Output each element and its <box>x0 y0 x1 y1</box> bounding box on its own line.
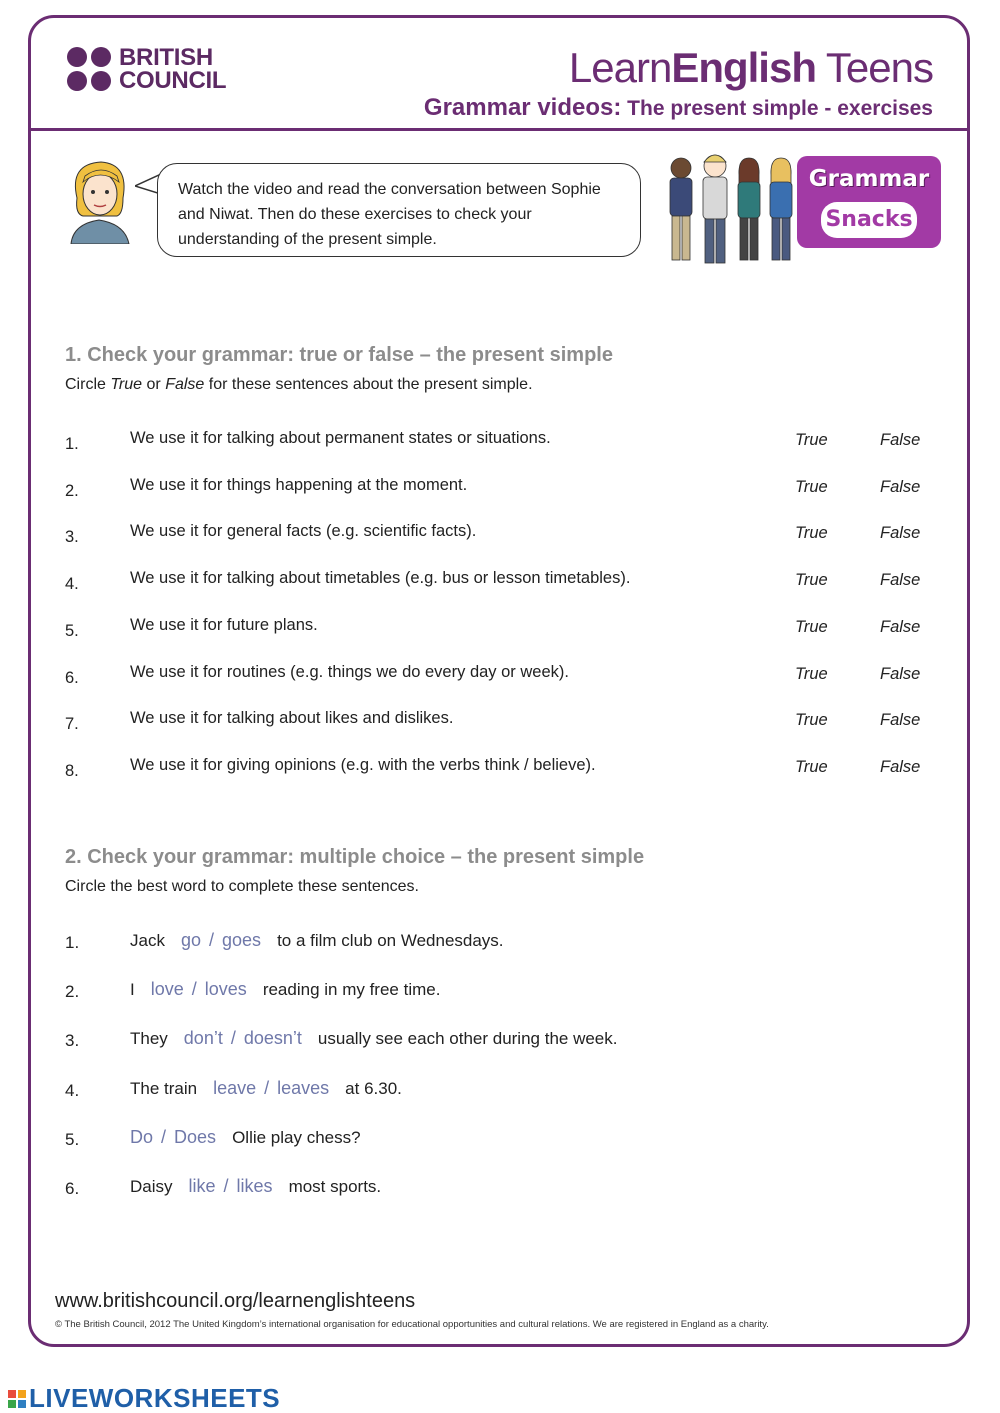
section2-instructions: Circle the best word to complete these sentences. <box>65 878 419 895</box>
question-text: We use it for talking about permanent states or situations. <box>130 429 551 447</box>
question-number: 2. <box>65 982 80 1002</box>
true-false-row <box>65 476 935 504</box>
true-option[interactable]: True <box>795 757 828 776</box>
multiple-choice-row <box>65 979 935 1009</box>
option-a[interactable]: Do <box>130 1126 154 1147</box>
instr-part-a: Circle <box>65 376 111 393</box>
option-b[interactable]: likes <box>236 1176 273 1196</box>
option-b[interactable]: loves <box>204 979 247 1000</box>
liveworksheets-text: LIVEWORKSHEETS <box>29 1383 281 1413</box>
option-a[interactable]: don’t <box>183 1028 223 1049</box>
option-separator: / <box>161 1126 167 1147</box>
question-number: 3. <box>65 528 79 547</box>
sentence-end: at 6.30. <box>345 1078 402 1098</box>
liveworksheets-logo <box>8 1383 280 1413</box>
true-option[interactable]: True <box>795 711 828 730</box>
intro-speech-bubble: Watch the video and read the conversation between Sophie and Niwat. Then do these exercises to check your understanding of the present simple. <box>157 163 641 257</box>
option-separator: / <box>191 979 197 1000</box>
org-name-line2: COUNCIL <box>119 67 227 94</box>
section2-title: 2. Check your grammar: multiple choice – the present simple <box>65 846 645 868</box>
question-text: We use it for routines (e.g. things we do every day or week). <box>130 662 569 681</box>
footer-url: www.britishcouncil.org/learnenglishteens <box>55 1290 416 1312</box>
question-number: 1. <box>65 435 79 453</box>
question-text: We use it for giving opinions (e.g. with the verbs think / believe). <box>130 755 596 774</box>
grammar-snacks-badge <box>797 156 941 248</box>
false-option[interactable]: False <box>880 617 921 636</box>
multiple-choice-row <box>65 1176 935 1206</box>
true-option[interactable]: True <box>795 477 828 496</box>
true-false-row <box>65 429 935 457</box>
multiple-choice-row <box>65 1028 935 1058</box>
option-separator: / <box>264 1077 270 1098</box>
question-text: We use it for general facts (e.g. scientific facts). <box>130 522 477 541</box>
true-option[interactable]: True <box>795 431 828 449</box>
true-option[interactable]: True <box>795 571 828 590</box>
sentence-end: reading in my free time. <box>262 980 441 1000</box>
true-false-row <box>65 663 935 691</box>
false-option[interactable]: False <box>880 431 921 449</box>
option-separator: / <box>223 1176 229 1196</box>
instr-part-b: for these sentences about the present simple. <box>204 376 533 393</box>
multiple-choice-row <box>65 1078 935 1108</box>
question-number: 4. <box>65 575 79 594</box>
true-false-row <box>65 756 935 784</box>
question-number: 7. <box>65 715 79 734</box>
section1-instructions <box>65 376 533 394</box>
option-a[interactable]: go <box>180 930 201 950</box>
sentence-end: Ollie play chess? <box>232 1127 361 1147</box>
option-b[interactable]: leaves <box>277 1077 330 1098</box>
sophie-avatar-icon <box>63 158 135 244</box>
teenagers-group-icon <box>659 150 799 268</box>
british-council-dots-icon <box>67 47 111 91</box>
british-council-logo <box>67 46 226 92</box>
option-a[interactable]: like <box>188 1176 216 1196</box>
option-separator: / <box>230 1028 236 1049</box>
true-false-row <box>65 616 935 644</box>
false-option[interactable]: False <box>880 571 921 590</box>
option-b[interactable]: doesn’t <box>243 1028 302 1049</box>
question-text: We use it for talking about timetables (e.g. bus or lesson timetables). <box>130 569 631 588</box>
page-title-rest: The present simple - exercises <box>621 97 933 120</box>
false-option[interactable]: False <box>880 711 921 730</box>
badge-top-text: Grammar <box>808 166 930 192</box>
question-text: We use it for talking about likes and dislikes. <box>130 709 454 728</box>
instr-true: True <box>110 376 143 393</box>
false-option[interactable]: False <box>880 524 921 543</box>
sentence-end: most sports. <box>288 1177 382 1196</box>
liveworksheets-grid-icon <box>8 1390 26 1408</box>
false-option[interactable]: False <box>880 477 921 496</box>
question-text: We use it for future plans. <box>130 615 318 634</box>
brand-light: Learn <box>568 44 672 91</box>
true-option[interactable]: True <box>795 524 828 543</box>
org-name-line1: BRITISH <box>119 44 213 71</box>
sentence-end: to a film club on Wednesdays. <box>277 931 504 950</box>
question-number: 6. <box>65 1179 80 1198</box>
sentence-start: I <box>130 980 135 1000</box>
true-false-row <box>65 569 935 597</box>
instr-or: or <box>142 376 166 393</box>
sentence-start: The train <box>130 1078 198 1098</box>
brand-bold: English <box>671 44 816 91</box>
true-option[interactable]: True <box>795 664 828 683</box>
learnenglish-teens-logo <box>569 44 933 92</box>
sentence-start: Daisy <box>130 1177 173 1196</box>
badge-bottom-text: Snacks <box>821 202 917 238</box>
multiple-choice-row <box>65 930 935 960</box>
question-number: 8. <box>65 761 79 780</box>
worksheet-frame <box>28 15 970 1347</box>
false-option[interactable]: False <box>880 757 921 776</box>
section1-title: 1. Check your grammar: true or false – the present simple <box>65 344 613 366</box>
brand-end: Teens <box>816 44 933 91</box>
multiple-choice-row <box>65 1127 935 1157</box>
question-number: 5. <box>65 1129 80 1149</box>
sentence-start: Jack <box>130 931 165 950</box>
footer-copyright: © The British Council, 2012 The United Kingdom’s international organisation for educational opportunities and cultural relations. We are registered in England as a charity. <box>55 1319 769 1330</box>
option-a[interactable]: leave <box>213 1077 257 1098</box>
question-text: We use it for things happening at the moment. <box>130 475 468 494</box>
page-title <box>424 94 933 122</box>
true-false-row <box>65 709 935 737</box>
question-number: 3. <box>65 1031 80 1051</box>
false-option[interactable]: False <box>880 664 921 683</box>
true-option[interactable]: True <box>795 617 828 636</box>
sentence-start: They <box>130 1029 168 1049</box>
question-number: 4. <box>65 1080 80 1100</box>
question-number: 1. <box>65 933 80 952</box>
page-title-lead: Grammar videos: <box>423 94 622 121</box>
header-divider <box>31 128 967 131</box>
option-separator: / <box>209 930 215 950</box>
question-number: 2. <box>65 481 79 500</box>
option-b[interactable]: goes <box>222 930 262 950</box>
question-number: 6. <box>65 668 79 687</box>
question-number: 5. <box>65 621 79 640</box>
instr-false: False <box>165 376 205 393</box>
option-a[interactable]: love <box>150 979 184 1000</box>
option-b[interactable]: Does <box>174 1126 217 1147</box>
true-false-row <box>65 522 935 550</box>
sentence-end: usually see each other during the week. <box>317 1029 618 1049</box>
